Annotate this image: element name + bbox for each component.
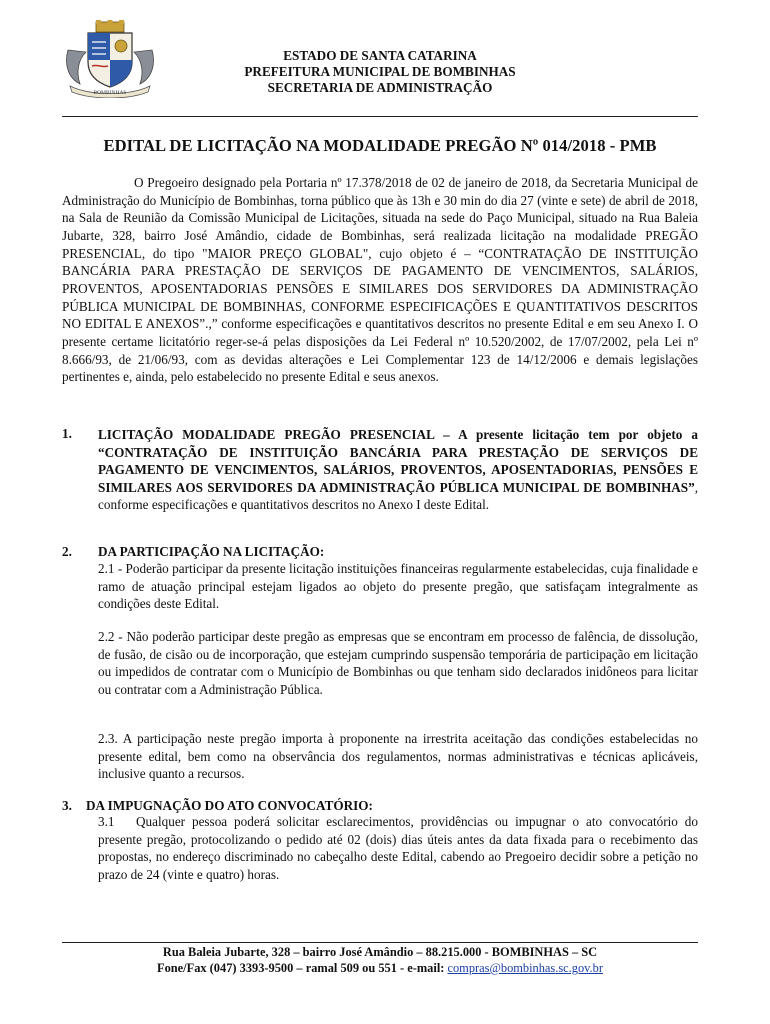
- footer-phone: Fone/Fax (047) 3393-9500 – ramal 509 ou 551 - e-mail:: [157, 961, 448, 975]
- section-3-1-paragraph: [98, 813, 698, 883]
- header-divider: [62, 116, 698, 117]
- section-1-number: 1.: [62, 426, 72, 441]
- header-state: ESTADO DE SANTA CATARINA: [283, 48, 477, 63]
- footer-divider: [62, 942, 698, 943]
- document-footer: [62, 944, 698, 976]
- municipal-crest-logo: [62, 20, 158, 98]
- section-2-number: 2.: [62, 544, 72, 559]
- crest-ribbon-text: BOMBINHAS: [93, 90, 127, 96]
- section-3-number: 3.: [62, 798, 72, 813]
- section-1-bold-text: LICITAÇÃO MODALIDADE PREGÃO PRESENCIAL – A presente licitação tem por objeto a “CONTRATAÇÃO DE INSTITUIÇÃO BANCÁRIA PARA PRESTAÇÃO DE SERVIÇOS DE PAGAMENTO DE VENCIMENTOS, SALÁRIOS, PROVENTOS, APOSENTADORIAS, PENSÕES E SIMILARES AOS SERVIDORES DA ADMINISTRAÇÃO PÚBLICA MUNICIPAL DE BOMBINHAS”: [98, 427, 698, 495]
- section-3-1-number: 3.1: [98, 814, 115, 829]
- document-header: [160, 48, 600, 96]
- document-title: EDITAL DE LICITAÇÃO NA MODALIDADE PREGÃO Nº 014/2018 - PMB: [103, 136, 657, 155]
- section-2-heading: DA PARTICIPAÇÃO NA LICITAÇÃO:: [98, 544, 325, 559]
- section-1-body: [98, 426, 698, 514]
- footer-address: Rua Baleia Jubarte, 328 – bairro José Amândio – 88.215.000 - BOMBINHAS – SC: [162, 945, 598, 959]
- section-1-plain-text: , conforme especificações e quantitativos descritos no Anexo I deste Edital.: [98, 479, 698, 512]
- section-3-1-text: Qualquer pessoa poderá solicitar esclarecimentos, providências ou impugnar o ato convocatório do presente pregão, protocolizando o pedido até 02 (dois) dias úteis antes da data fixada para o recebimento das propostas, no endereço discriminado no cabeçalho deste Edital, cabendo ao Pregoeiro decidir sobre a petição no prazo de 24 (vinte e quatro) horas.: [98, 814, 698, 882]
- section-2-1-paragraph: 2.1 - Poderão participar da presente licitação instituições financeiras regularmente estabelecidas, cuja finalidade e ramo de atuação principal estejam ligados ao objeto do presente pregão, que satisfaçam integralmente as condições deste Edital.: [98, 561, 698, 611]
- section-2-3-paragraph: 2.3. A participação neste pregão importa à proponente na irrestrita aceitação das condições estabelecidas no presente edital, bem como na observância dos regulamentos, normas administrativas e técnicas aplicáveis, inclusive quanto a recursos.: [98, 731, 698, 781]
- section-2-2-paragraph: 2.2 - Não poderão participar deste pregão as empresas que se encontram em processo de falência, de dissolução, de fusão, de cisão ou de incorporação, que estejam cumprindo suspensão temporária de participação em licitação ou impedidos de contratar com o Município de Bombinhas ou que tenham sido declarados inidôneos para licitar ou contratar com a Administração Pública.: [98, 629, 698, 697]
- footer-contact: [62, 960, 698, 976]
- intro-paragraph: O Pregoeiro designado pela Portaria nº 17.378/2018 de 02 de janeiro de 2018, da Secretaria Municipal de Administração do Município de Bombinhas, torna público que às 13h e 30 min do dia 27 (vinte e sete) de abril de 2018, na Sala de Reunião da Comissão Municipal de Licitações, situada na sede do Paço Municipal, situado na Rua Baleia Jubarte, 328, bairro José Amândio, cidade de Bombinhas, será realizada licitação na modalidade PREGÃO PRESENCIAL, do tipo "MAIOR PREÇO GLOBAL", cujo objeto é – “CONTRATAÇÃO DE INSTITUIÇÃO BANCÁRIA PARA PRESTAÇÃO DE SERVIÇOS DE PAGAMENTO DE VENCIMENTOS, SALÁRIOS, PROVENTOS, APOSENTADORIAS PENSÕES E SIMILARES DOS SERVIDORES DA ADMINISTRAÇÃO PÚBLICA MUNICIPAL DE BOMBINHAS, CONFORME ESPECIFICAÇÕES E QUANTITATIVOS DESCRITOS NO EDITAL E ANEXOS”.,” conforme especificações e quantitativos descritos no presente Edital e em seu Anexo I. O presente certame licitatório reger-se-á pelas disposições da Lei Federal nº 10.520/2002, de 17/07/2002, pela Lei nº 8.666/93, de 21/06/93, com as devidas alterações e Lei Complementar 123 de 14/12/2006 e demais legislações pertinentes e, ainda, pelo estabelecido no presente Edital e seus anexos.: [62, 175, 698, 385]
- header-prefecture: PREFEITURA MUNICIPAL DE BOMBINHAS: [244, 64, 516, 79]
- footer-email-link[interactable]: compras@bombinhas.sc.gov.br: [447, 961, 603, 975]
- section-3-heading: DA IMPUGNAÇÃO DO ATO CONVOCATÓRIO:: [86, 798, 373, 813]
- header-secretariat: SECRETARIA DE ADMINISTRAÇÃO: [267, 80, 493, 95]
